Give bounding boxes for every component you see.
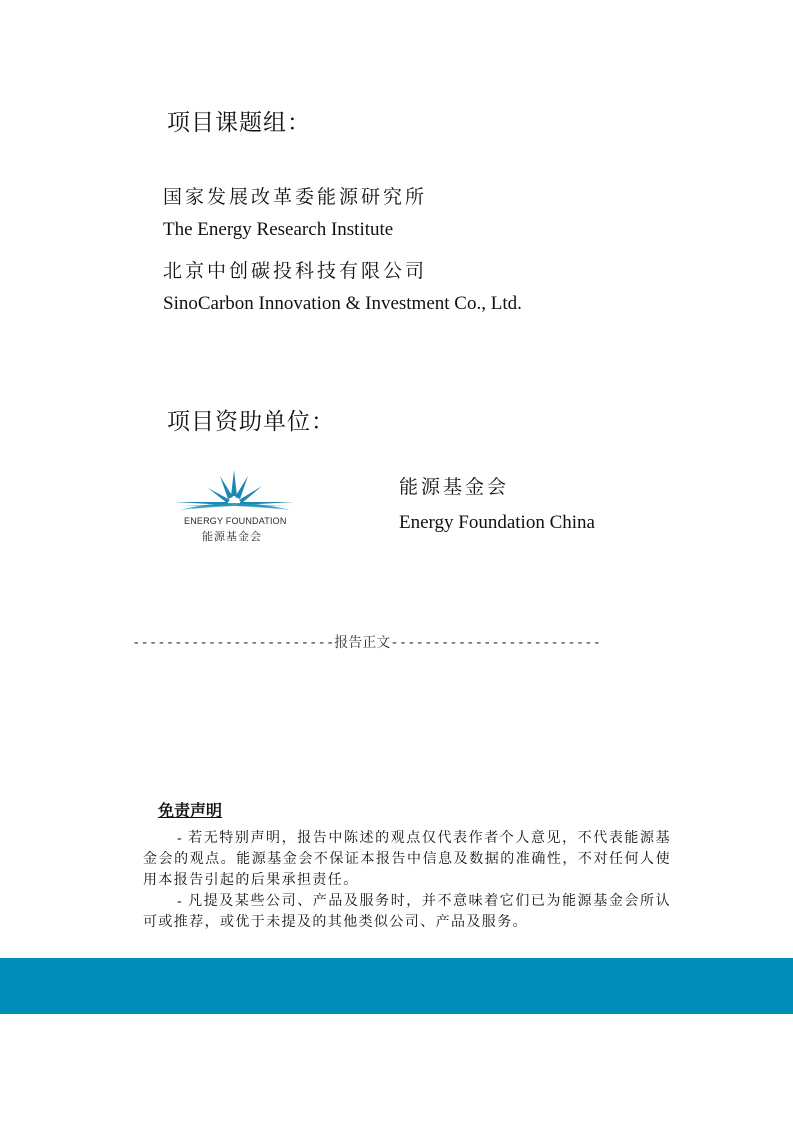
sponsor-heading: 项目资助单位：: [167, 409, 335, 434]
sponsor-name-en: Energy Foundation China: [399, 512, 595, 533]
disclaimer-body: [143, 828, 671, 933]
member-en-sinocarbon: SinoCarbon Innovation & Investment Co., Ltd.: [163, 293, 522, 314]
disclaimer-item: - 若无特别声明，报告中陈述的观点仅代表作者个人意见，不代表能源基金会的观点。能源基金会不保证本报告中信息及数据的准确性，不对任何人使用本报告引起的后果承担责任。: [143, 831, 671, 888]
member-cn-sinocarbon: 北京中创碳投科技有限公司: [163, 261, 428, 282]
starburst-icon: [170, 466, 300, 516]
sponsor-name-cn: 能源基金会: [399, 477, 510, 498]
footer-color-band: [0, 958, 793, 1014]
member-cn-eri: 国家发展改革委能源研究所: [163, 187, 428, 208]
energy-foundation-logo: [170, 466, 300, 546]
project-team-heading: 项目课题组：: [167, 110, 311, 135]
logo-text-en: ENERGY FOUNDATION: [184, 516, 287, 526]
report-body-divider: ------------------------报告正文-------------------------: [132, 635, 602, 651]
disclaimer-item: - 凡提及某些公司、产品及服务时，并不意味着它们已为能源基金会所认可或推荐，或优于未提及的其他类似公司、产品及服务。: [143, 894, 671, 930]
logo-text-cn: 能源基金会: [202, 531, 262, 543]
member-en-eri: The Energy Research Institute: [163, 219, 394, 240]
disclaimer-title: 免责声明: [158, 803, 223, 820]
